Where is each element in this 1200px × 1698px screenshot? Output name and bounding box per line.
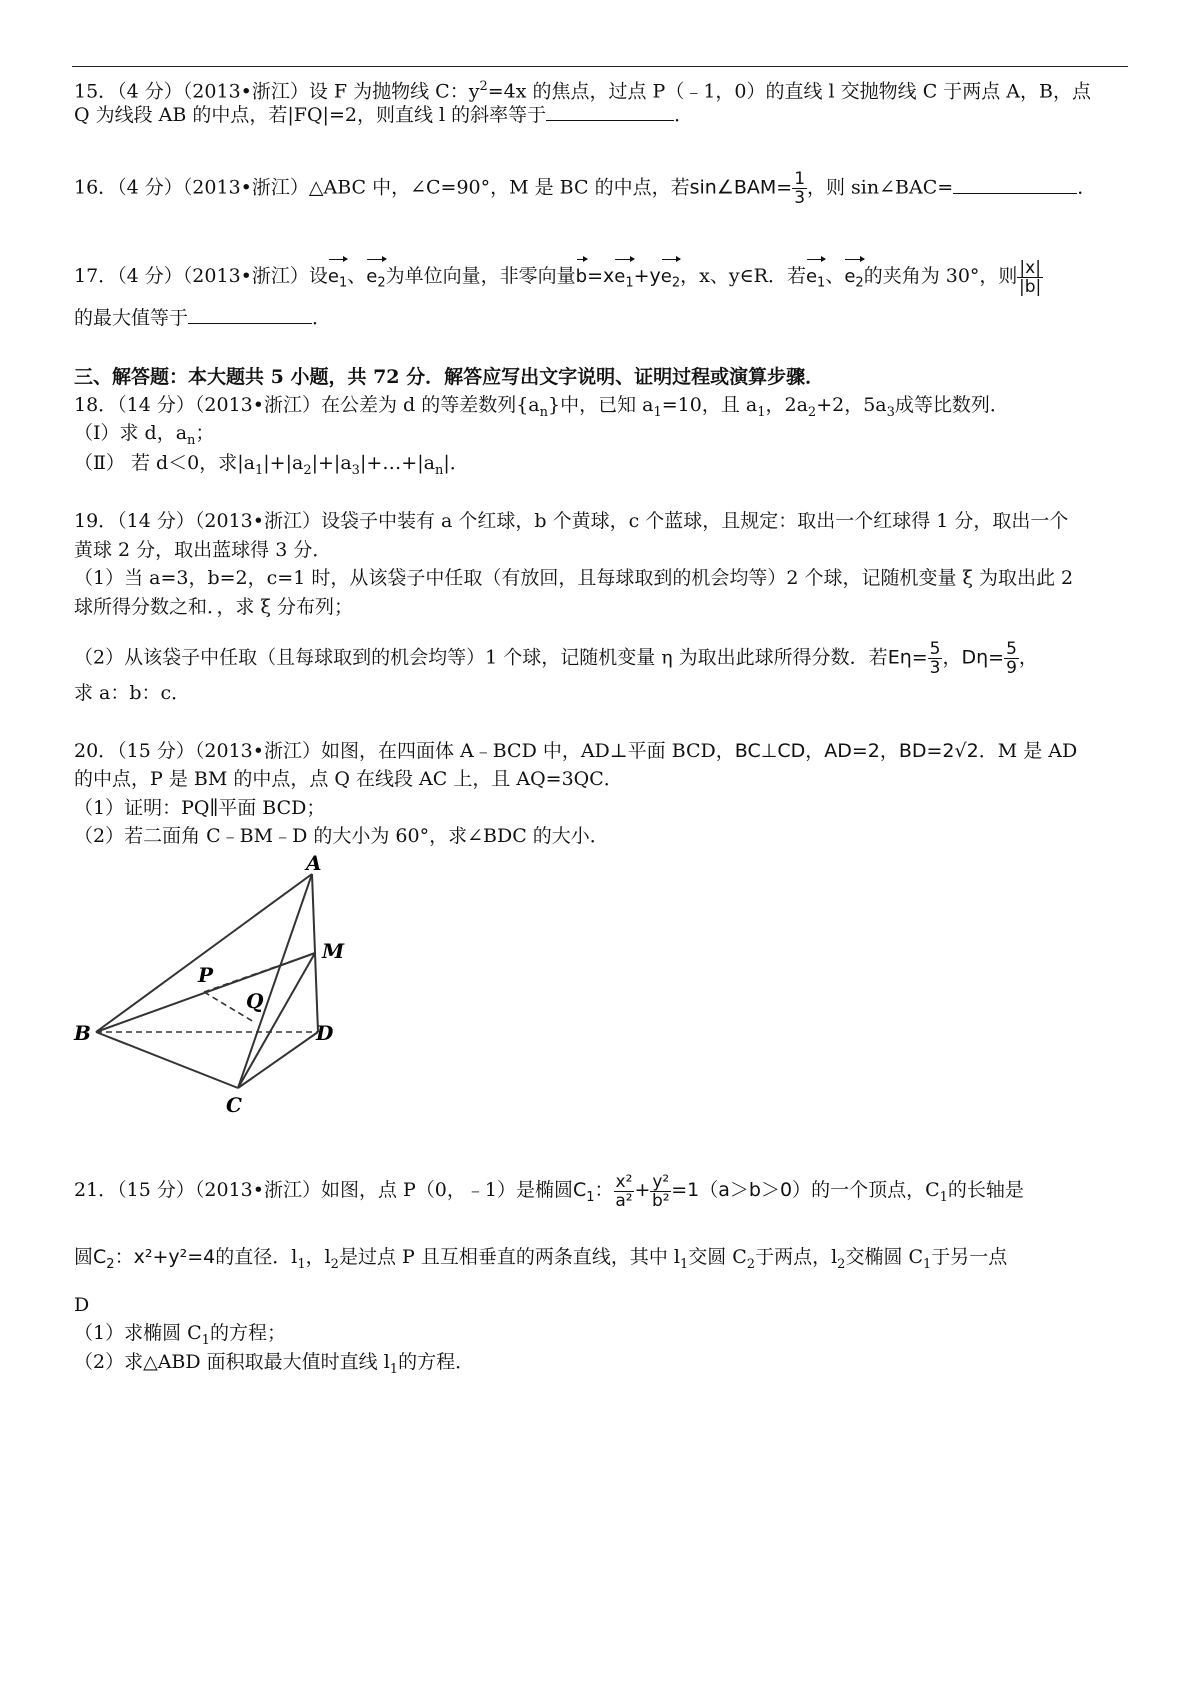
q20-line3: （1）证明：PQ∥平面 BCD； — [74, 797, 326, 819]
vector-b: b — [576, 256, 587, 290]
label-b: B — [74, 1021, 91, 1045]
d-fraction: $\frac{5}{9}$ — [1006, 639, 1017, 678]
segment-cm — [238, 953, 315, 1088]
q19-line2: 黄球 2 分，取出蓝球得 3 分． — [74, 539, 332, 561]
answer-blank — [546, 102, 674, 121]
edge-cd — [238, 1032, 318, 1088]
q19-line1: 19．（14 分）（2013•浙江）设袋子中装有 a 个红球，b 个黄球，c 个蓝球，且规定：取出一个红球得 1 分，取出一个 — [74, 510, 1069, 532]
q16-line: 16．（4 分）（2013•浙江）△ABC 中，∠C=90°，M 是 BC 的中点，若sin∠BAM= $\frac{1}{3}$ ，则 sin∠BAC= ． — [74, 169, 1097, 208]
vector-e2: $e_2$ — [366, 256, 385, 297]
q17-line1: 17．（4 分）（2013•浙江）设$e_1$、$e_2$为单位向量，非零向量$b=xe_1+ye_2$，x、y∈R．若$e_1$、$e_2$的夹角为 30°，则 $\frac{|x|}{|b|}$ — [74, 257, 1042, 297]
q15-line2: Q 为线段 AB 的中点，若|FQ|=2，则直线 l 的斜率等于 ． — [74, 104, 694, 126]
q20-line4: （2）若二面角 C﹣BM﹣D 的大小为 60°，求∠BDC 的大小． — [74, 825, 609, 847]
q17-fraction: $\frac{|x|}{|b|}$ — [1019, 257, 1042, 297]
q18-part1: （Ⅰ）求 d，$a_n$； — [74, 422, 215, 448]
q21-line1: 21．（15 分）（2013•浙江）如图，点 P（0，﹣1）是椭圆$C_1$： $\frac{\text{x²}}{\text{a²}}$ + $\frac{\text{y²}}{\text{b²}}$ =1（a＞b＞0）的一个顶点，$C_1$的长轴是 — [74, 1171, 1024, 1211]
q21-line3: D — [74, 1294, 90, 1316]
q15-line1: 15．（4 分）（2013•浙江）设 F 为抛物线 C：$y^2=4x$ 的焦点，过点 P（﹣1，0）的直线 l 交抛物线 C 于两点 A，B，点 — [74, 79, 1091, 103]
x-fraction: $\frac{\text{x²}}{\text{a²}}$ — [615, 1171, 633, 1211]
vector-e1: $e_1$ — [614, 256, 633, 297]
answer-blank — [188, 305, 312, 324]
q19-line3: （1）当 a=3，b=2，c=1 时，从该袋子中任取（有放回，且每球取到的机会均等）2 个球，记随机变量 ξ 为取出此 2 — [74, 567, 1074, 589]
q20-line2: 的中点，P 是 BM 的中点，点 Q 在线段 AC 上，且 AQ=3QC． — [74, 768, 623, 790]
tetrahedron-figure — [60, 850, 380, 1120]
label-a: A — [306, 851, 322, 875]
q21-part1: （1）求椭圆 $C_1$的方程； — [74, 1322, 286, 1348]
vector-e2: $e_2$ — [661, 256, 680, 297]
q21-line2: 圆$C_2$：x²+y²=4的直径．$l_1$，$l_2$是过点 P 且互相垂直的两条直线，其中 $l_1$交圆 $C_2$于两点，$l_2$交椭圆 $C_1$于另一点 — [74, 1246, 1008, 1272]
q21-part2: （2）求△ABD 面积取最大值时直线 $l_1$的方程． — [74, 1351, 475, 1377]
label-q: Q — [246, 989, 264, 1013]
q17-line2: 的最大值等于 ． — [74, 307, 332, 329]
e-fraction: $\frac{5}{3}$ — [929, 639, 941, 678]
label-p: P — [198, 963, 214, 987]
edge-ba — [96, 874, 312, 1032]
q19-line6: 求 a：b：c． — [74, 682, 191, 704]
header-rule — [72, 66, 1128, 67]
answer-blank — [953, 175, 1077, 194]
q19-line4: 球所得分数之和．，求 ξ 分布列； — [74, 596, 354, 618]
q20-line1: 20．（15 分）（2013•浙江）如图，在四面体 A﹣BCD 中，AD⊥平面 BCD，BC⊥CD，AD=2，BD=2√2．M 是 AD — [74, 740, 1078, 762]
vector-e2: $e_2$ — [844, 256, 863, 297]
section-heading: 三、解答题：本大题共 5 小题，共 72 分．解答应写出文字说明、证明过程或演算步骤． — [74, 366, 825, 388]
q19-line5: （2）从该袋子中任取（且每球取到的机会均等）1 个球，记随机变量 η 为取出此球所得分数．若Eη= $\frac{5}{3}$ ，Dη= $\frac{5}{9}$ ， — [74, 639, 1038, 678]
label-d: D — [316, 1021, 334, 1045]
q18-part2: （Ⅱ） 若 d＜0，求$|a_1|+|a_2|+|a_3|+\dots+|a_n|$． — [74, 452, 469, 478]
q18-line1: 18．（14 分）（2013•浙江）在公差为 d 的等差数列$\{a_n\}$中，已知 $a_1=10$，且 $a_1$，$2a_2+2$，$5a_3$成等比数列． — [74, 394, 1009, 420]
q16-fraction: $\frac{1}{3}$ — [794, 169, 806, 208]
edge-ac — [238, 874, 312, 1088]
vector-e1: $e_1$ — [328, 256, 347, 297]
label-c: C — [226, 1093, 242, 1117]
y-fraction: $\frac{\text{y²}}{\text{b²}}$ — [652, 1171, 670, 1211]
edge-bc — [96, 1032, 238, 1088]
label-m: M — [322, 939, 345, 963]
vector-e1: $e_1$ — [806, 256, 825, 297]
